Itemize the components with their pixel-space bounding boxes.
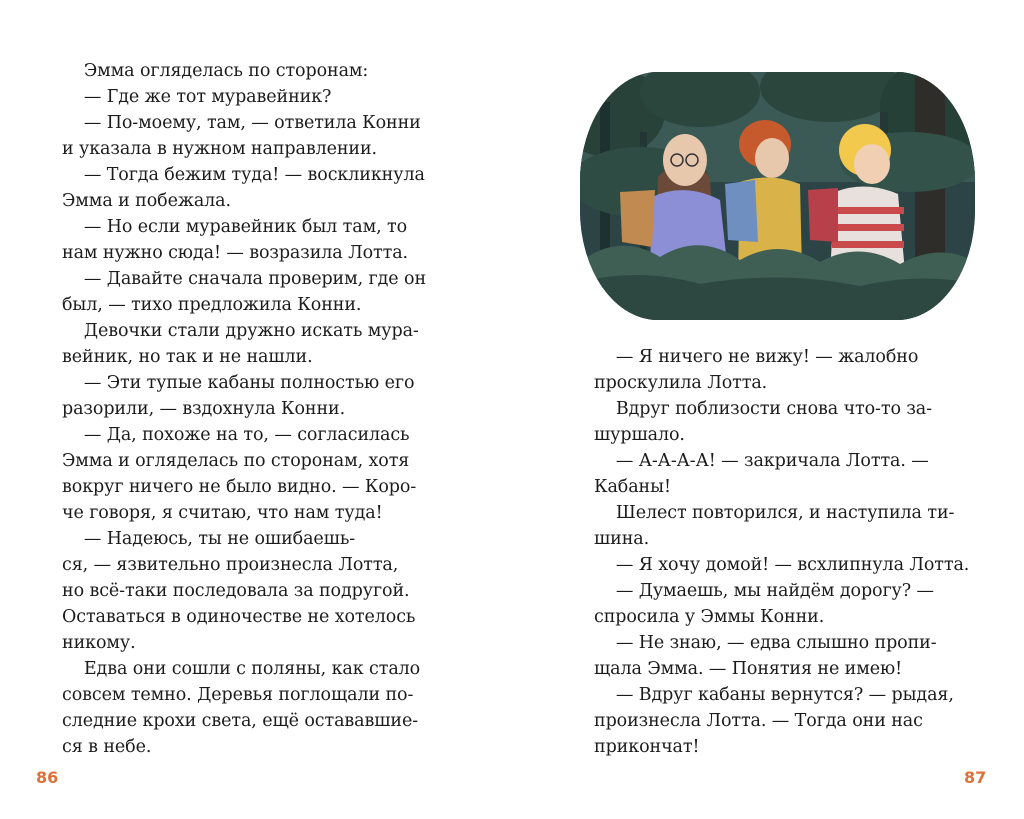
text-line: был, — тихо предложила Конни. — [62, 295, 362, 315]
text-line: — Я ничего не вижу! — жалобно — [594, 347, 919, 367]
text-line: шина. — [594, 529, 650, 549]
text-line: совсем темно. Деревья поглощали по- — [62, 685, 414, 705]
forest-scene-image — [580, 72, 975, 320]
left-page-text — [62, 58, 432, 760]
text-line: Оставаться в одиночестве не хотелось — [62, 607, 416, 627]
text-line: че говоря, я считаю, что нам туда! — [62, 503, 383, 523]
text-line: и указала в нужном направлении. — [62, 139, 378, 159]
text-line: Вдруг поблизости снова что-то за- — [594, 399, 932, 419]
text-line: — Думаешь, мы найдём дорогу? — — [594, 581, 934, 601]
text-line: разорили, — вздохнула Конни. — [62, 399, 346, 419]
text-line: Кабаны! — [594, 477, 671, 497]
text-line: следние крохи света, ещё остававшие- — [62, 711, 419, 731]
text-line: — Я хочу домой! — всхлипнула Лотта. — [594, 555, 970, 575]
text-line: произнесла Лотта. — Тогда они нас — [594, 711, 923, 731]
text-line: — Надеюсь, ты не ошибаешь- — [62, 529, 356, 549]
text-line: щала Эмма. — Понятия не имею! — [594, 659, 903, 679]
text-line: — Да, похоже на то, — согласилась — [62, 425, 410, 445]
text-line: — Давайте сначала проверим, где он — [62, 269, 427, 289]
text-line: никому. — [62, 633, 136, 653]
text-line: Эмма и побежала. — [62, 191, 231, 211]
text-line: — По-моему, там, — ответила Конни — [62, 113, 421, 133]
text-line: проскулила Лотта. — [594, 373, 768, 393]
text-line: — Но если муравейник был там, то — [62, 217, 408, 237]
text-line: — Вдруг кабаны вернутся? — рыдая, — [594, 685, 954, 705]
text-line: Шелест повторился, и наступила ти- — [594, 503, 955, 523]
text-line: нам нужно сюда! — возразила Лотта. — [62, 243, 408, 263]
page-number-right: 87 — [964, 768, 987, 787]
text-line: Эмма огляделась по сторонам: — [62, 61, 369, 81]
text-line: шуршало. — [594, 425, 685, 445]
text-line: — Эти тупые кабаны полностью его — [62, 373, 415, 393]
text-line: вейник, но так и не нашли. — [62, 347, 313, 367]
text-line: спросила у Эммы Конни. — [594, 607, 825, 627]
text-line: — А-А-А-А! — закричала Лотта. — — [594, 451, 929, 471]
text-line: Едва они сошли с поляны, как стало — [62, 659, 421, 679]
text-line: прикончат! — [594, 737, 700, 757]
text-line: — Где же тот муравейник? — [62, 87, 332, 107]
text-line: вокруг ничего не было видно. — Коро- — [62, 477, 417, 497]
text-line: — Тогда бежим туда! — воскликнула — [62, 165, 425, 185]
right-page-text — [594, 344, 974, 760]
forest-illustration — [580, 72, 975, 320]
text-line: Девочки стали дружно искать мура- — [62, 321, 419, 341]
text-line: — Не знаю, — едва слышно пропи- — [594, 633, 937, 653]
text-line: но всё-таки последовала за подругой. — [62, 581, 410, 601]
text-line: Эмма и огляделась по сторонам, хотя — [62, 451, 410, 471]
page-number-left: 86 — [36, 768, 59, 787]
text-line: ся в небе. — [62, 737, 152, 757]
text-line: ся, — язвительно произнесла Лотта, — [62, 555, 399, 575]
